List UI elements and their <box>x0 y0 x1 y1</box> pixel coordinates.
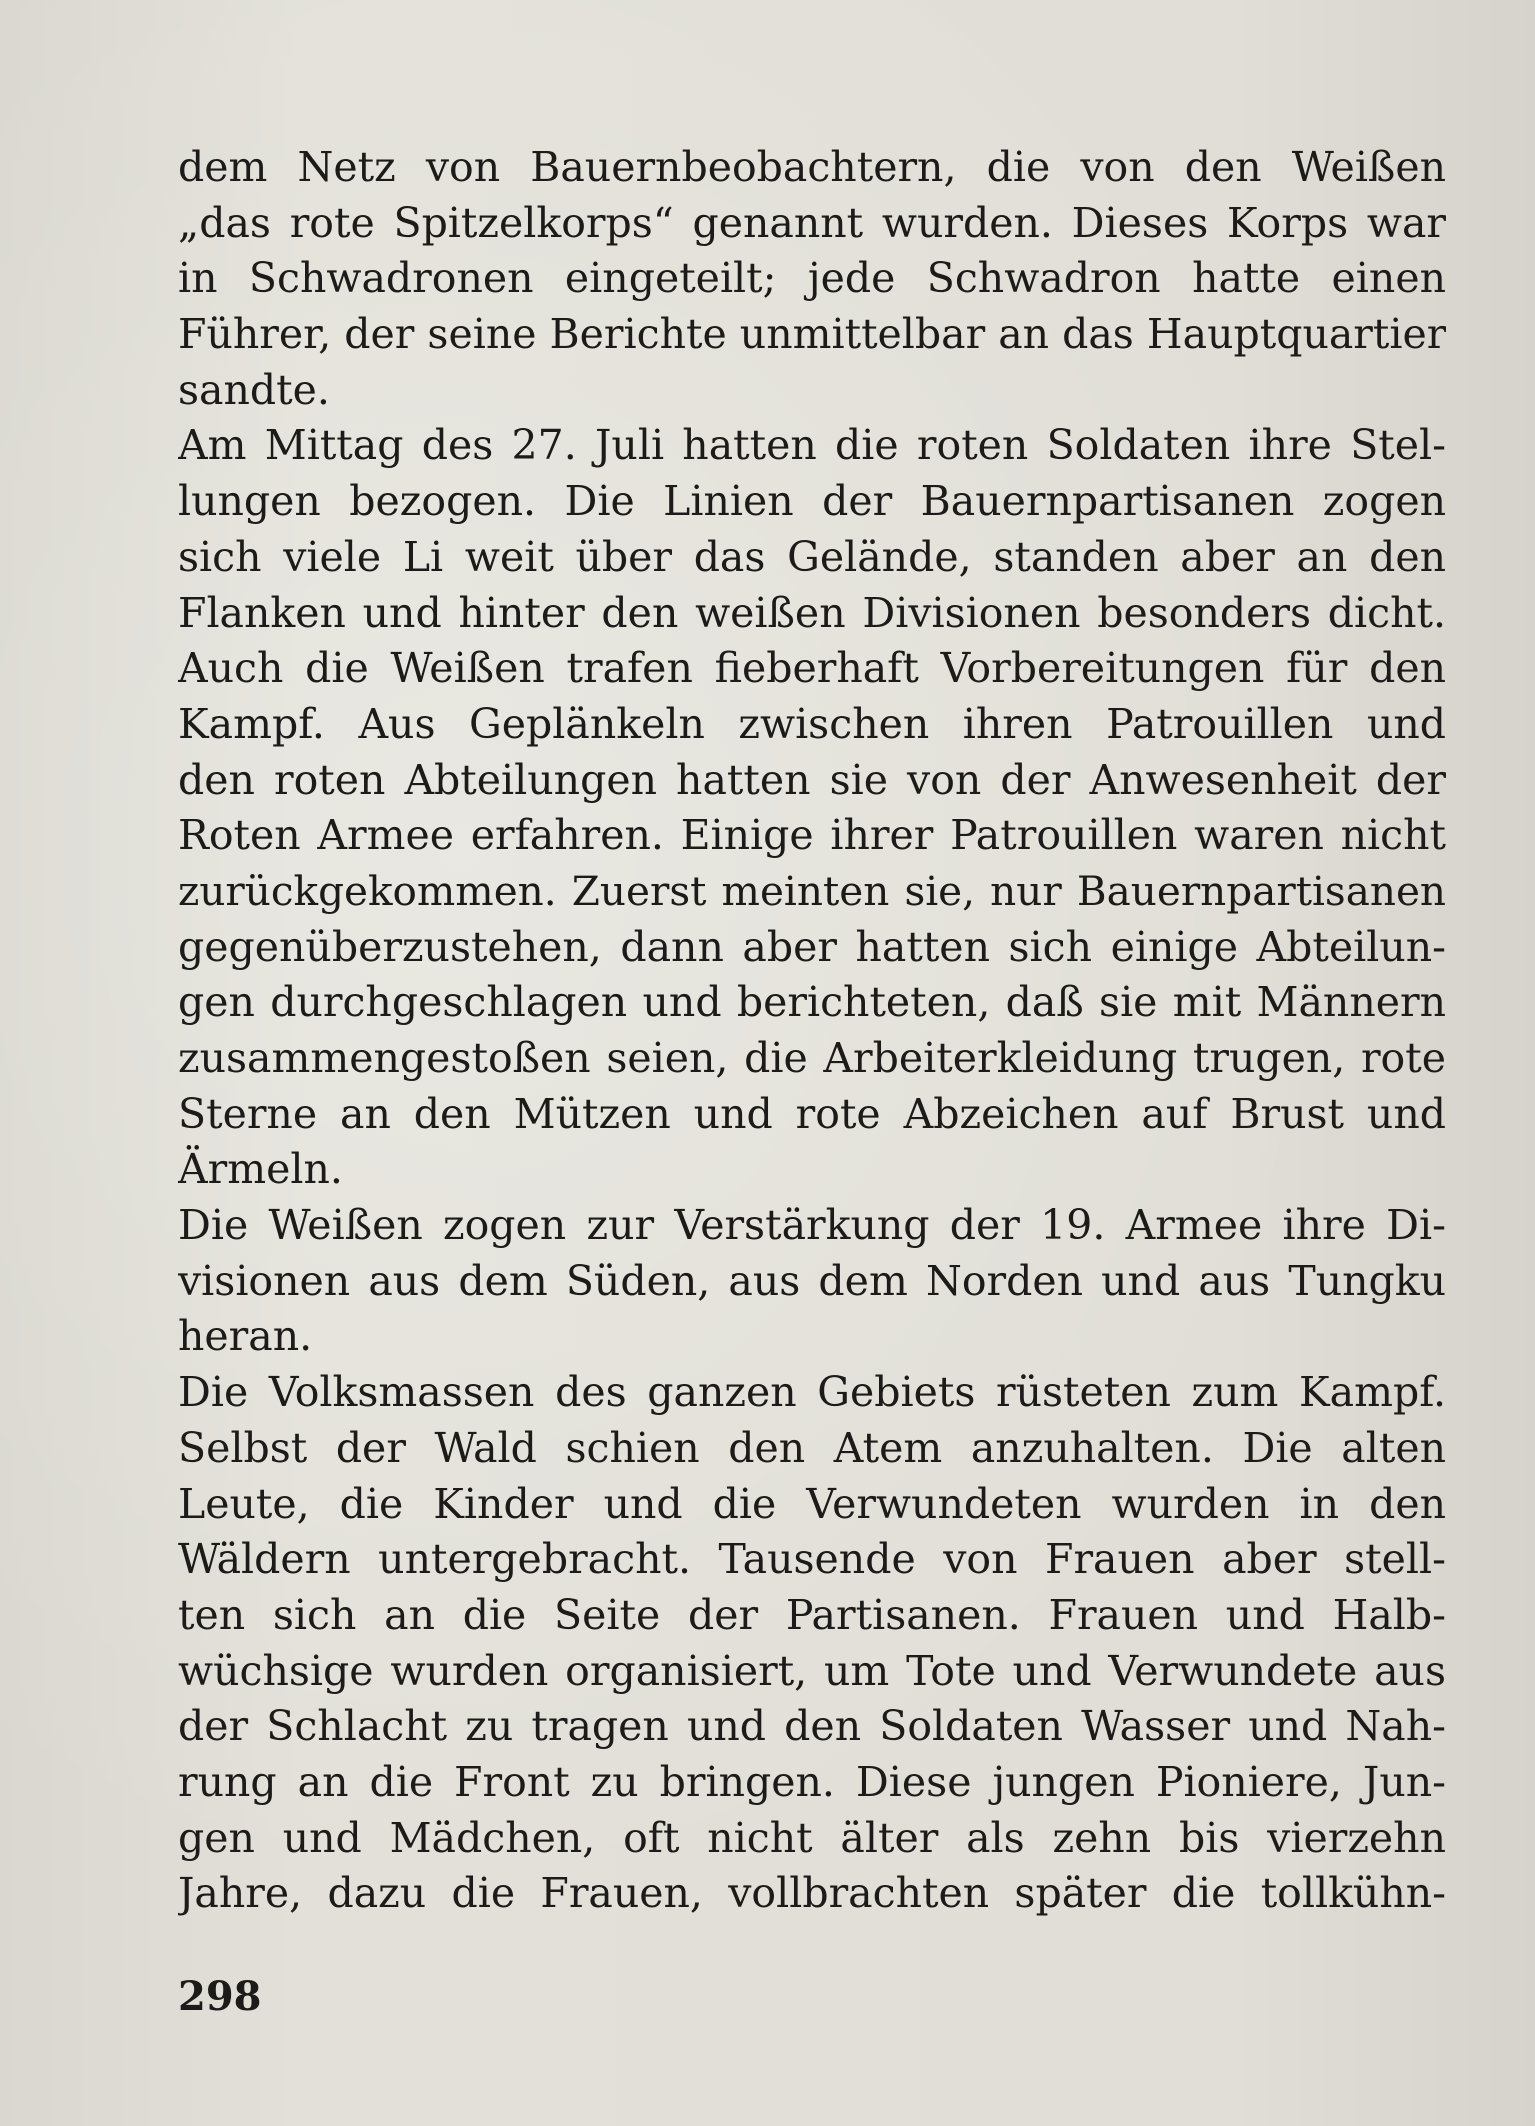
text-line: lungen bezogen. Die Linien der Bauernpartisanen zogen <box>178 477 1446 526</box>
text-line: visionen aus dem Süden, aus dem Norden und aus Tungku <box>178 1256 1446 1305</box>
text-line: ten sich an die Seite der Partisanen. Frauen und Halb- <box>178 1590 1446 1639</box>
text-line: dem Netz von Bauernbeobachtern, die von den Weißen <box>178 143 1446 191</box>
text-line: Die Weißen zogen zur Verstärkung der 19. Armee ihre Di- <box>178 1201 1446 1250</box>
text-line: gegenüberzustehen, dann aber hatten sich einige Abteilun- <box>178 922 1446 971</box>
text-line: Flanken und hinter den weißen Divisionen besonders dicht. <box>178 588 1446 637</box>
page-number: 298 <box>178 1973 262 2020</box>
text-line: Roten Armee erfahren. Einige ihrer Patrouillen waren nicht <box>178 811 1446 860</box>
text-line: rung an die Front zu bringen. Diese jungen Pioniere, Jun- <box>178 1757 1446 1806</box>
text-line: zusammengestoßen seien, die Arbeiterkleidung trugen, rote <box>178 1034 1446 1082</box>
text-line: Führer, der seine Berichte unmittelbar an das Hauptquartier <box>178 310 1446 359</box>
text-line: Selbst der Wald schien den Atem anzuhalten. Die alten <box>178 1423 1446 1472</box>
text-line: Ärmeln. <box>178 1145 343 1194</box>
text-line: „das rote Spitzelkorps“ genannt wurden. Dieses Korps war <box>178 198 1446 247</box>
text-line: den roten Abteilungen hatten sie von der Anwesenheit der <box>178 755 1446 804</box>
text-line: gen durchgeschlagen und berichteten, daß sie mit Männern <box>178 978 1446 1027</box>
text-line: gen und Mädchen, oft nicht älter als zehn bis vierzehn <box>178 1813 1446 1862</box>
text-line: sich viele Li weit über das Gelände, standen aber an den <box>178 532 1446 581</box>
text-line: Sterne an den Mützen und rote Abzeichen auf Brust und <box>178 1089 1446 1138</box>
text-line: Jahre, dazu die Frauen, vollbrachten später die tollkühn- <box>178 1869 1446 1918</box>
text-line: zurückgekommen. Zuerst meinten sie, nur Bauernpartisanen <box>178 866 1446 915</box>
text-line: Am Mittag des 27. Juli hatten die roten Soldaten ihre Stel- <box>178 421 1446 470</box>
text-line: Kampf. Aus Geplänkeln zwischen ihren Patrouillen und <box>178 699 1446 748</box>
text-line: sandte. <box>178 365 330 414</box>
text-line: Wäldern untergebracht. Tausende von Frauen aber stell- <box>178 1535 1446 1584</box>
text-line: wüchsige wurden organisiert, um Tote und Verwundete aus <box>178 1646 1446 1695</box>
text-line: Die Volksmassen des ganzen Gebiets rüsteten zum Kampf. <box>178 1368 1446 1417</box>
body-text <box>178 140 1446 1922</box>
text-line: in Schwadronen eingeteilt; jede Schwadron hatte einen <box>178 254 1446 303</box>
text-line: heran. <box>178 1312 313 1361</box>
text-line: Leute, die Kinder und die Verwundeten wurden in den <box>178 1479 1446 1528</box>
text-line: Auch die Weißen trafen fieberhaft Vorbereitungen für den <box>178 644 1446 693</box>
text-line: der Schlacht zu tragen und den Soldaten Wasser und Nah- <box>178 1702 1446 1751</box>
